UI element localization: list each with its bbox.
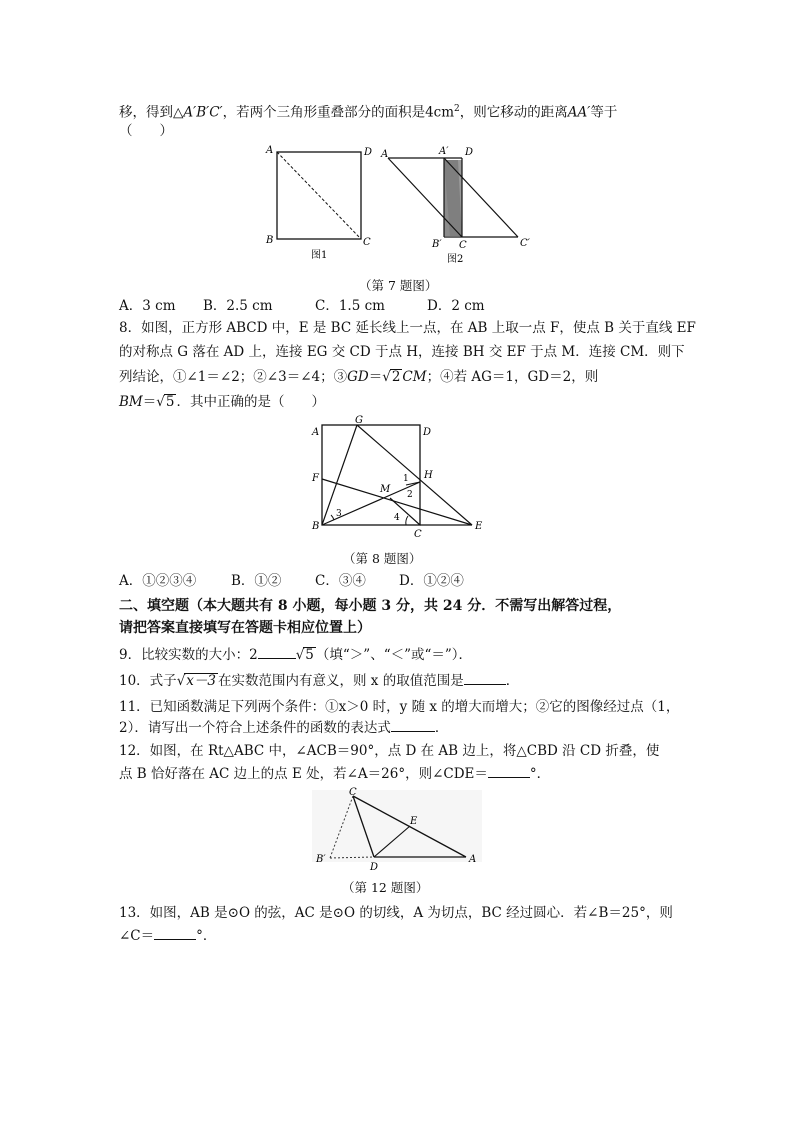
q12-label-E: E [410, 816, 418, 827]
q8-option-d[interactable]: D．①②④ [399, 573, 464, 589]
q12-caption: （第 12 题图） [342, 880, 429, 895]
q10: 10．式子√x－3 在实数范围内有意义，则 x 的取值范围是 ． [119, 673, 520, 689]
q8-option-b[interactable]: B．①② [231, 573, 282, 589]
q12-answer-blank[interactable] [488, 765, 530, 778]
q11-line1: 11．已知函数满足下列两个条件：①x＞0 时，y 随 x 的增大而增大；②它的图像经过点（1， [119, 699, 680, 715]
q7-fig1-label-D: D [364, 147, 373, 158]
q11-answer-blank[interactable] [391, 719, 435, 732]
q7-option-a[interactable]: A．3 cm [119, 298, 176, 314]
q9: 9．比较实数的大小：2 √5 （填“＞”、“＜”或“＝”）． [119, 647, 473, 663]
q7-caption: （第 7 题图） [359, 278, 438, 293]
q8-label-1: 1 [403, 474, 409, 484]
q8-line1: 8．如图，正方形 ABCD 中，E 是 BC 延长线上一点，在 AB 上取一点 F，使点 B 关于直线 EF [119, 320, 696, 336]
q12-label-C: C [349, 787, 357, 798]
section2-heading-line2: 请把答案直接填写在答题卡相应位置上） [119, 620, 371, 636]
q7-options [119, 296, 485, 316]
section2-heading-line1: 二、填空题（本大题共有 8 小题，每小题 3 分，共 24 分．不需写出解答过程， [119, 598, 622, 614]
q8-option-a[interactable]: A．①②③④ [119, 573, 197, 589]
q8-line4: BM＝√5 ．其中正确的是（ ） [119, 394, 325, 410]
q8-label-3: 3 [336, 509, 342, 519]
q8-angle3-arc [331, 515, 334, 520]
q8-line3: 列结论，①∠1＝∠2；②∠3＝∠4；③GD＝√2 CM；④若 AG＝1，GD＝2，则 [119, 369, 599, 385]
q7-fig2-label-A2: A′ [439, 146, 449, 157]
q8-label-B: B [312, 521, 320, 532]
q8-figure [308, 415, 498, 545]
q9-answer-blank[interactable] [258, 646, 296, 659]
q13-line2: ∠C＝ °． [119, 928, 217, 944]
q8-label-F: F [312, 473, 319, 484]
q12-label-A: A [469, 854, 477, 865]
q7-option-d[interactable]: D．2 cm [427, 298, 485, 314]
q7-fig2-caption: 图2 [447, 254, 464, 265]
q8-label-C: C [414, 529, 422, 540]
q7-figure [258, 140, 548, 270]
q8-angle4-arc [406, 516, 408, 525]
q12-line2: 点 B 恰好落在 AC 边上的点 E 处，若∠A＝26°，则∠CDE＝ °． [119, 766, 551, 782]
q11-line2: 2）．请写出一个符合上述条件的函数的表达式 ． [119, 720, 449, 736]
q8-label-D: D [423, 427, 432, 438]
q7-fig2-label-C2: C′ [520, 238, 530, 249]
q8-label-G: G [355, 415, 363, 426]
q7-fig1-diagonal [277, 152, 361, 239]
q12-figure [310, 786, 485, 873]
q7-fig2-label-A: A [381, 149, 389, 160]
q8-caption: （第 8 题图） [343, 551, 422, 566]
q8-label-A: A [312, 427, 320, 438]
q8-options [119, 571, 464, 591]
q7-fig2-label-D: D [465, 147, 474, 158]
q7-paren: （ ） [119, 123, 173, 139]
q7-fig1-label-C: C [363, 237, 371, 248]
q13-line1: 13．如图，AB 是⊙O 的弦，AC 是⊙O 的切线，A 为切点，BC 经过圆心．若∠B＝25°，则 [119, 905, 673, 921]
q7-line1: 移，得到△A′B′C′，若两个三角形重叠部分的面积是$4cm^2$，则它移动的距离AA′等于 [119, 104, 618, 121]
q7-option-c[interactable]: C．1.5 cm [315, 298, 385, 314]
q13-answer-blank[interactable] [154, 927, 196, 940]
q12-line1: 12．如图，在 Rt△ABC 中，∠ACB＝90°，点 D 在 AB 边上，将△CBD 沿 CD 折叠，使 [119, 743, 660, 759]
q8-option-c[interactable]: C．③④ [315, 573, 366, 589]
q12-label-B: B′ [316, 854, 326, 865]
q8-label-E: E [475, 521, 483, 532]
q10-answer-blank[interactable] [464, 672, 506, 685]
q12-label-D: D [370, 862, 379, 873]
q8-label-2: 2 [407, 490, 413, 500]
q8-line2: 的对称点 G 落在 AD 上，连接 EG 交 CD 于点 H，连接 BH 交 EF 于点 M．连接 CM．则下 [119, 344, 685, 360]
q8-label-H: H [424, 470, 433, 481]
q7-fig2-label-B2: B′ [432, 239, 442, 250]
q7-option-b[interactable]: B．2.5 cm [203, 298, 273, 314]
q8-line-GE [357, 425, 472, 525]
q7-fig1-label-B: B [266, 235, 274, 246]
q8-label-4: 4 [394, 513, 400, 523]
q7-fig1-caption: 图1 [311, 250, 328, 261]
q7-fig2-label-C: C [459, 240, 467, 251]
q8-label-M: M [380, 484, 391, 495]
q7-fig1-label-A: A [266, 145, 274, 156]
